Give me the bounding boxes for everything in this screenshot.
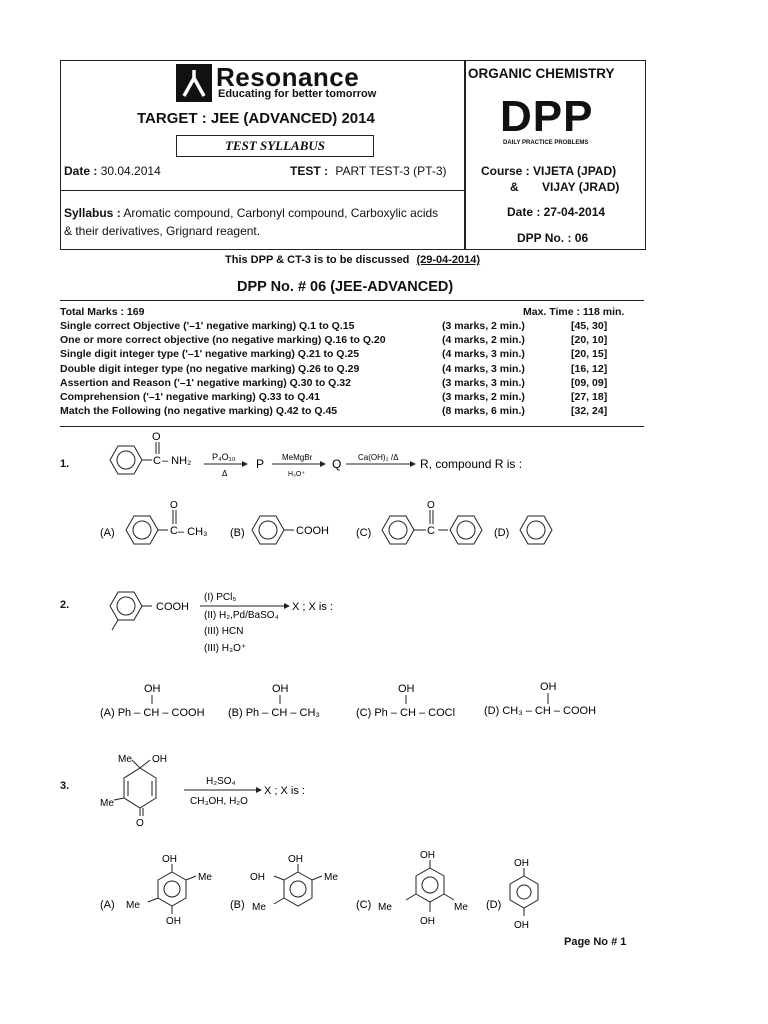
test-syllabus-box <box>176 135 374 157</box>
marks-total: [20, 10] <box>571 334 608 347</box>
q1-q: Q <box>332 457 342 471</box>
q2-r4: (III) H₃O⁺ <box>204 643 247 654</box>
q1-options <box>96 500 566 556</box>
q1-reagent1: P₄O₁₀ <box>212 452 236 462</box>
course-amp: & <box>510 180 519 194</box>
q1-c: C <box>153 455 161 467</box>
dpp-title: DPP No. # 06 (JEE-ADVANCED) <box>237 279 454 295</box>
q3-number: 3. <box>60 780 70 792</box>
q3-opt-a: (A) <box>100 899 115 911</box>
marks-marks: (8 marks, 6 min.) <box>442 405 525 418</box>
svg-text:OH: OH <box>514 920 529 931</box>
q2-opt-d-oh: OH <box>540 681 557 693</box>
marks-total: [16, 12] <box>571 362 608 375</box>
svg-text:C: C <box>170 525 178 537</box>
q2-number: 2. <box>60 599 70 611</box>
marks-row <box>60 391 645 405</box>
q2-cooh: COOH <box>156 601 189 613</box>
q2-r1: (I) PCl₅ <box>204 592 237 603</box>
resonance-logo-icon <box>176 64 212 102</box>
discuss-prefix: This DPP & CT-3 is to be discussed <box>225 254 410 266</box>
header-right-box <box>464 60 646 250</box>
q1-opt-a-grp: – CH₃ <box>178 526 208 538</box>
q3-x: X ; X is : <box>264 785 305 797</box>
q1-p: P <box>256 457 265 471</box>
marks-marks: (3 marks, 2 min.) <box>442 391 525 403</box>
q3-me-left: Me <box>100 798 114 809</box>
q1-nh2: – NH₂ <box>162 455 192 467</box>
test-value: PART TEST-3 (PT-3) <box>335 164 447 178</box>
q2-opt-a-oh: OH <box>144 683 161 695</box>
marks-row <box>60 363 645 377</box>
q3-r2: CH₃OH, H₂O <box>190 796 248 807</box>
marks-desc: Match the Following (no negative marking) Q.42 to Q.45 <box>60 405 338 418</box>
svg-text:C: C <box>427 525 435 537</box>
svg-text:Me: Me <box>454 902 468 913</box>
svg-text:Me: Me <box>378 902 392 913</box>
marks-desc: Single correct Objective ('–1' negative marking) Q.1 to Q.15 <box>60 320 355 332</box>
q2-opt-d: (D) CH₃ – CH – COOH <box>484 705 597 717</box>
svg-text:Me: Me <box>252 902 266 913</box>
dpp-big: DPP <box>500 92 594 141</box>
marks-rule <box>60 426 644 427</box>
svg-text:O: O <box>170 500 178 511</box>
dpp-no: DPP No. : 06 <box>517 231 589 245</box>
q3-opt-b: (B) <box>230 899 245 911</box>
q1-o: O <box>152 431 161 443</box>
q2-opt-a: (A) Ph – CH – COOH <box>100 707 205 719</box>
q2-reaction <box>96 584 366 660</box>
test-syllabus-label: TEST SYLLABUS <box>224 138 326 153</box>
q1-opt-b-grp: COOH <box>296 525 329 537</box>
marks-desc: Single digit integer type ('–1' negative marking) Q.21 to Q.25 <box>60 348 360 361</box>
marks-row <box>60 334 645 348</box>
test-line <box>290 164 446 178</box>
q1-opt-b: (B) <box>230 527 245 539</box>
page-number: Page No # 1 <box>564 936 627 948</box>
q2-options <box>100 680 610 720</box>
svg-text:OH: OH <box>166 916 181 927</box>
date-value: 30.04.2014 <box>100 164 161 178</box>
logo-name: Resonance <box>216 62 360 92</box>
marks-total: [09, 09] <box>571 376 608 389</box>
q2-r2: (II) H₂,Pd/BaSO₄ <box>204 610 279 621</box>
q2-x: X ; X is : <box>292 601 333 613</box>
title-rule <box>60 300 644 301</box>
marks-desc: Assertion and Reason ('–1' negative marking) Q.30 to Q.32 <box>60 376 351 389</box>
svg-text:OH: OH <box>420 916 435 927</box>
max-time: Max. Time : 118 min. <box>523 306 625 318</box>
course-line2: VIJAY (JRAD) <box>542 180 620 194</box>
q3-opt-c: (C) <box>356 899 372 911</box>
marks-row <box>60 320 645 334</box>
svg-text:OH: OH <box>514 858 529 869</box>
q3-o: O <box>136 818 144 828</box>
target-title: TARGET : JEE (ADVANCED) 2014 <box>137 110 375 127</box>
q1-opt-a: (A) <box>100 527 115 539</box>
q3-reaction <box>96 748 356 828</box>
q2-opt-b: (B) Ph – CH – CH₃ <box>228 707 320 719</box>
q3-opt-d: (D) <box>486 899 502 911</box>
q3-me-top: Me <box>118 754 132 765</box>
q2-opt-c: (C) Ph – CH – COCl <box>356 707 456 719</box>
totals-row <box>60 306 645 320</box>
svg-text:O: O <box>427 500 435 511</box>
q2-opt-b-oh: OH <box>272 683 289 695</box>
svg-text:OH: OH <box>288 854 303 865</box>
total-marks: Total Marks : 169 <box>60 306 145 318</box>
q3-oh-top: OH <box>152 754 167 765</box>
course-line1: Course : VIJETA (JPAD) <box>481 164 617 178</box>
q2-r3: (III) HCN <box>204 626 244 637</box>
marks-row <box>60 348 645 362</box>
svg-text:Me: Me <box>198 872 212 883</box>
marks-marks: (3 marks, 2 min.) <box>442 320 525 332</box>
marks-desc: Double digit integer type (no negative marking) Q.26 to Q.29 <box>60 362 360 375</box>
subject-title: ORGANIC CHEMISTRY <box>468 66 615 81</box>
date-label: Date : <box>64 164 98 178</box>
syllabus-label: Syllabus : <box>64 206 121 220</box>
marks-row <box>60 405 645 419</box>
dpp-sub: DAILY PRACTICE PROBLEMS <box>503 140 589 146</box>
q1-delta: Δ <box>222 469 228 478</box>
svg-text:OH: OH <box>420 850 435 861</box>
svg-text:OH: OH <box>250 872 265 883</box>
header-divider <box>60 190 465 191</box>
marks-marks: (4 marks, 2 min.) <box>442 334 525 347</box>
q1-opt-d: (D) <box>494 527 510 539</box>
logo-tagline: Educating for better tomorrow <box>218 88 377 100</box>
marks-row <box>60 377 645 391</box>
benzamide-structure <box>110 442 159 474</box>
discuss-line <box>225 254 480 266</box>
marks-desc: Comprehension ('–1' negative marking) Q.33 to Q.41 <box>60 391 320 403</box>
q1-number: 1. <box>60 458 70 470</box>
marks-desc: One or more correct objective (no negative marking) Q.16 to Q.20 <box>60 334 386 347</box>
marks-total: [32, 24] <box>571 405 608 418</box>
q1-reaction <box>96 430 536 490</box>
dpp-date: Date : 27-04-2014 <box>507 205 606 219</box>
marks-marks: (4 marks, 3 min.) <box>442 348 525 361</box>
marks-marks: (4 marks, 3 min.) <box>442 362 525 375</box>
discuss-date: (29-04-2014) <box>416 254 481 266</box>
marks-total: [45, 30] <box>571 320 608 332</box>
q3-r1: H₂SO₄ <box>206 776 236 787</box>
svg-text:OH: OH <box>162 854 177 865</box>
q1-tail: R, compound R is : <box>420 457 523 471</box>
svg-text:Me: Me <box>126 900 140 911</box>
q1-opt-c: (C) <box>356 527 372 539</box>
q1-reagent3: Ca(OH)₂ /Δ <box>358 453 399 462</box>
q3-options <box>96 846 556 956</box>
test-label: TEST : <box>290 164 328 178</box>
q2-opt-c-oh: OH <box>398 683 415 695</box>
syllabus-block <box>64 204 464 240</box>
marks-total: [27, 18] <box>571 391 608 403</box>
q1-reagent2: MeMgBr <box>282 453 313 462</box>
marks-marks: (3 marks, 3 min.) <box>442 376 525 389</box>
svg-text:Me: Me <box>324 872 338 883</box>
q1-reagent2b: H₃O⁺ <box>288 471 306 478</box>
marks-total: [20, 15] <box>571 348 608 361</box>
date-line <box>64 164 161 178</box>
syllabus-line1: Aromatic compound, Carbonyl compound, Carboxylic acids <box>123 206 439 220</box>
syllabus-line2: & their derivatives, Grignard reagent. <box>64 224 261 238</box>
